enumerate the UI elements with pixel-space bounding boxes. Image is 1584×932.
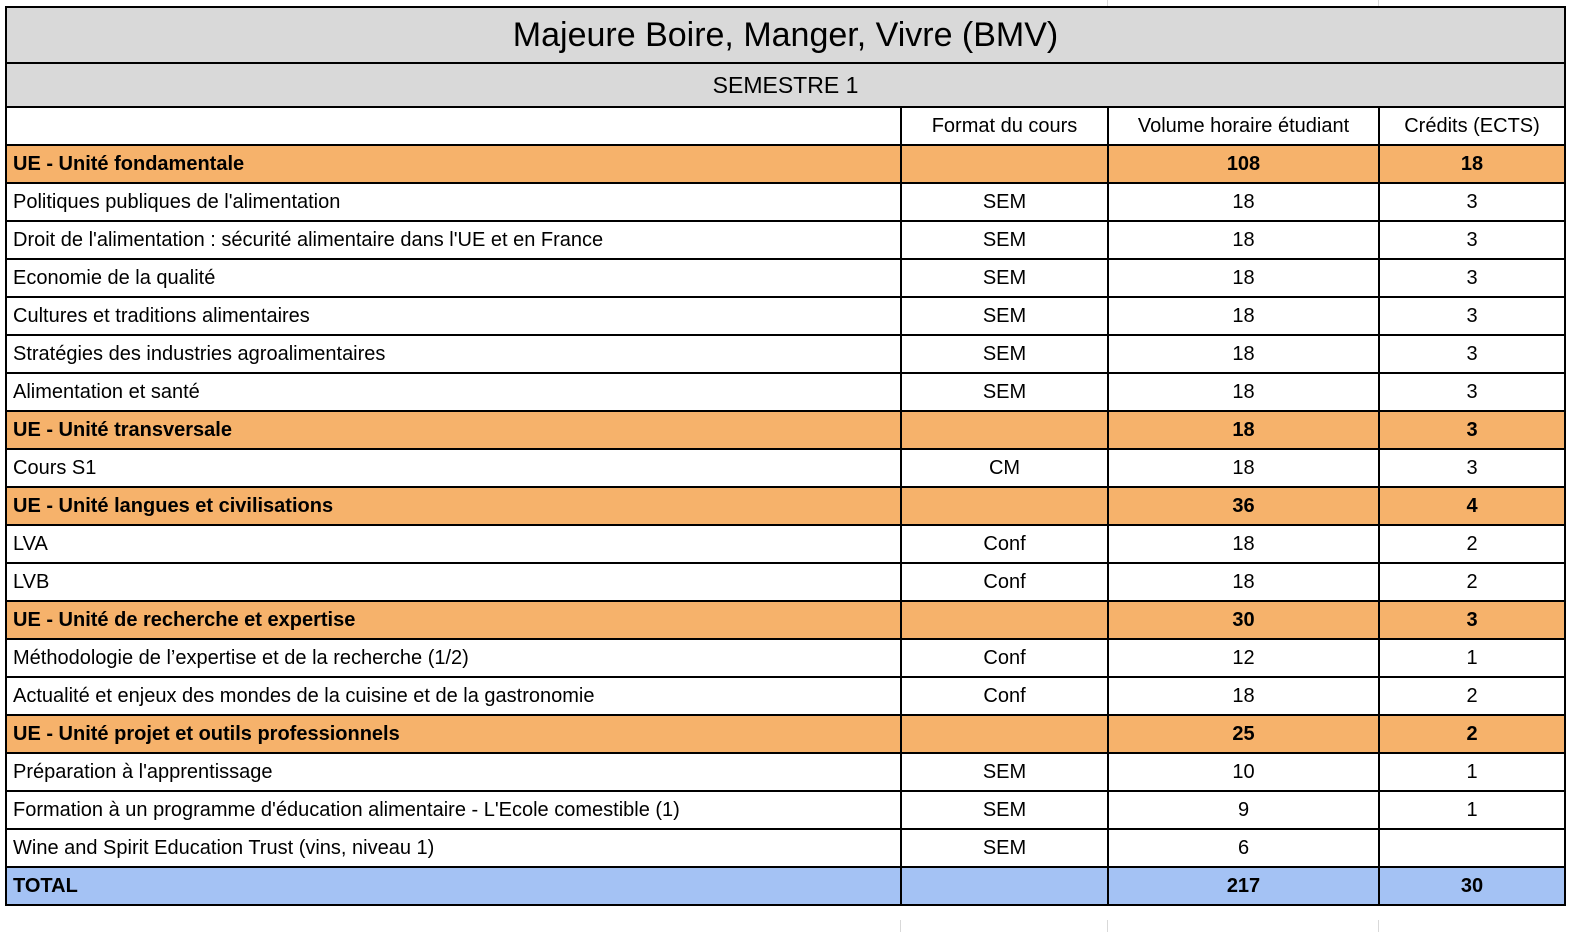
cell-course-name[interactable]: LVA [6,525,901,563]
cell-credits[interactable] [1379,829,1565,867]
table-row [6,259,1565,297]
cell-hours[interactable]: 18 [1108,677,1379,715]
table-row [6,563,1565,601]
cell-hours[interactable]: 18 [1108,221,1379,259]
course-table [5,6,1566,906]
cell-credits[interactable]: 2 [1379,677,1565,715]
cell-credits[interactable]: 1 [1379,791,1565,829]
cell-format[interactable] [901,601,1108,639]
cell-format[interactable] [901,487,1108,525]
column-header-credits[interactable]: Crédits (ECTS) [1379,107,1565,145]
semester-label[interactable]: SEMESTRE 1 [6,63,1565,107]
cell-format[interactable]: Conf [901,639,1108,677]
cell-format[interactable]: Conf [901,677,1108,715]
cell-format[interactable]: SEM [901,221,1108,259]
cell-format[interactable]: SEM [901,335,1108,373]
ue-row [6,487,1565,525]
cell-course-name[interactable]: TOTAL [6,867,901,905]
sheet-gridline [1107,920,1108,932]
cell-hours[interactable]: 217 [1108,867,1379,905]
cell-course-name[interactable]: Formation à un programme d'éducation alimentaire - L'Ecole comestible (1) [6,791,901,829]
sheet-gridline [900,920,901,932]
cell-format[interactable]: SEM [901,829,1108,867]
cell-credits[interactable]: 3 [1379,221,1565,259]
cell-course-name[interactable]: Droit de l'alimentation : sécurité alimentaire dans l'UE et en France [6,221,901,259]
cell-course-name[interactable]: UE - Unité langues et civilisations [6,487,901,525]
cell-format[interactable] [901,145,1108,183]
column-header-course[interactable] [6,107,901,145]
cell-hours[interactable]: 18 [1108,563,1379,601]
table-row [6,297,1565,335]
cell-hours[interactable]: 18 [1108,297,1379,335]
cell-course-name[interactable]: Cours S1 [6,449,901,487]
cell-credits[interactable]: 3 [1379,297,1565,335]
cell-course-name[interactable]: UE - Unité projet et outils professionnels [6,715,901,753]
cell-hours[interactable]: 25 [1108,715,1379,753]
cell-credits[interactable]: 2 [1379,715,1565,753]
cell-hours[interactable]: 18 [1108,411,1379,449]
table-row [6,449,1565,487]
cell-hours[interactable]: 18 [1108,183,1379,221]
semester-row [6,63,1565,107]
cell-credits[interactable]: 3 [1379,183,1565,221]
cell-course-name[interactable]: Cultures et traditions alimentaires [6,297,901,335]
cell-format[interactable]: SEM [901,753,1108,791]
table-row [6,829,1565,867]
cell-course-name[interactable]: UE - Unité transversale [6,411,901,449]
column-header-row [6,107,1565,145]
cell-hours[interactable]: 18 [1108,525,1379,563]
cell-credits[interactable]: 1 [1379,639,1565,677]
cell-hours[interactable]: 6 [1108,829,1379,867]
cell-credits[interactable]: 3 [1379,601,1565,639]
cell-course-name[interactable]: LVB [6,563,901,601]
cell-format[interactable]: SEM [901,183,1108,221]
cell-credits[interactable]: 3 [1379,373,1565,411]
cell-credits[interactable]: 18 [1379,145,1565,183]
cell-course-name[interactable]: Stratégies des industries agroalimentaires [6,335,901,373]
cell-course-name[interactable]: UE - Unité fondamentale [6,145,901,183]
cell-course-name[interactable]: Préparation à l'apprentissage [6,753,901,791]
cell-hours[interactable]: 18 [1108,259,1379,297]
cell-hours[interactable]: 36 [1108,487,1379,525]
table-row [6,677,1565,715]
cell-hours[interactable]: 12 [1108,639,1379,677]
cell-credits[interactable]: 1 [1379,753,1565,791]
table-row [6,525,1565,563]
cell-course-name[interactable]: Actualité et enjeux des mondes de la cuisine et de la gastronomie [6,677,901,715]
cell-credits[interactable]: 3 [1379,335,1565,373]
cell-hours[interactable]: 108 [1108,145,1379,183]
ue-row [6,601,1565,639]
column-header-format[interactable]: Format du cours [901,107,1108,145]
cell-format[interactable]: Conf [901,525,1108,563]
table-row [6,639,1565,677]
table-row [6,183,1565,221]
cell-course-name[interactable]: UE - Unité de recherche et expertise [6,601,901,639]
cell-course-name[interactable]: Economie de la qualité [6,259,901,297]
cell-format[interactable]: SEM [901,297,1108,335]
column-header-hours[interactable]: Volume horaire étudiant [1108,107,1379,145]
cell-format[interactable]: SEM [901,373,1108,411]
cell-course-name[interactable]: Méthodologie de l’expertise et de la recherche (1/2) [6,639,901,677]
cell-hours[interactable]: 30 [1108,601,1379,639]
cell-format[interactable]: Conf [901,563,1108,601]
table-row [6,373,1565,411]
cell-credits[interactable]: 2 [1379,525,1565,563]
cell-course-name[interactable]: Wine and Spirit Education Trust (vins, niveau 1) [6,829,901,867]
ue-row [6,715,1565,753]
cell-hours[interactable]: 10 [1108,753,1379,791]
cell-credits[interactable]: 3 [1379,411,1565,449]
ue-row [6,145,1565,183]
cell-hours[interactable]: 9 [1108,791,1379,829]
sheet-gridline [1378,920,1379,932]
table-row [6,791,1565,829]
total-row [6,867,1565,905]
cell-format[interactable] [901,411,1108,449]
ue-row [6,411,1565,449]
cell-credits[interactable]: 2 [1379,563,1565,601]
cell-format[interactable]: SEM [901,259,1108,297]
sheet-title[interactable]: Majeure Boire, Manger, Vivre (BMV) [6,7,1565,63]
cell-hours[interactable]: 18 [1108,373,1379,411]
table-row [6,221,1565,259]
title-row [6,7,1565,63]
cell-format[interactable]: SEM [901,791,1108,829]
cell-course-name[interactable]: Politiques publiques de l'alimentation [6,183,901,221]
table-row [6,753,1565,791]
table-row [6,335,1565,373]
cell-hours[interactable]: 18 [1108,449,1379,487]
cell-format[interactable] [901,715,1108,753]
cell-credits[interactable]: 30 [1379,867,1565,905]
cell-course-name[interactable]: Alimentation et santé [6,373,901,411]
cell-credits[interactable]: 3 [1379,259,1565,297]
cell-credits[interactable]: 3 [1379,449,1565,487]
cell-format[interactable] [901,867,1108,905]
cell-hours[interactable]: 18 [1108,335,1379,373]
cell-format[interactable]: CM [901,449,1108,487]
cell-credits[interactable]: 4 [1379,487,1565,525]
